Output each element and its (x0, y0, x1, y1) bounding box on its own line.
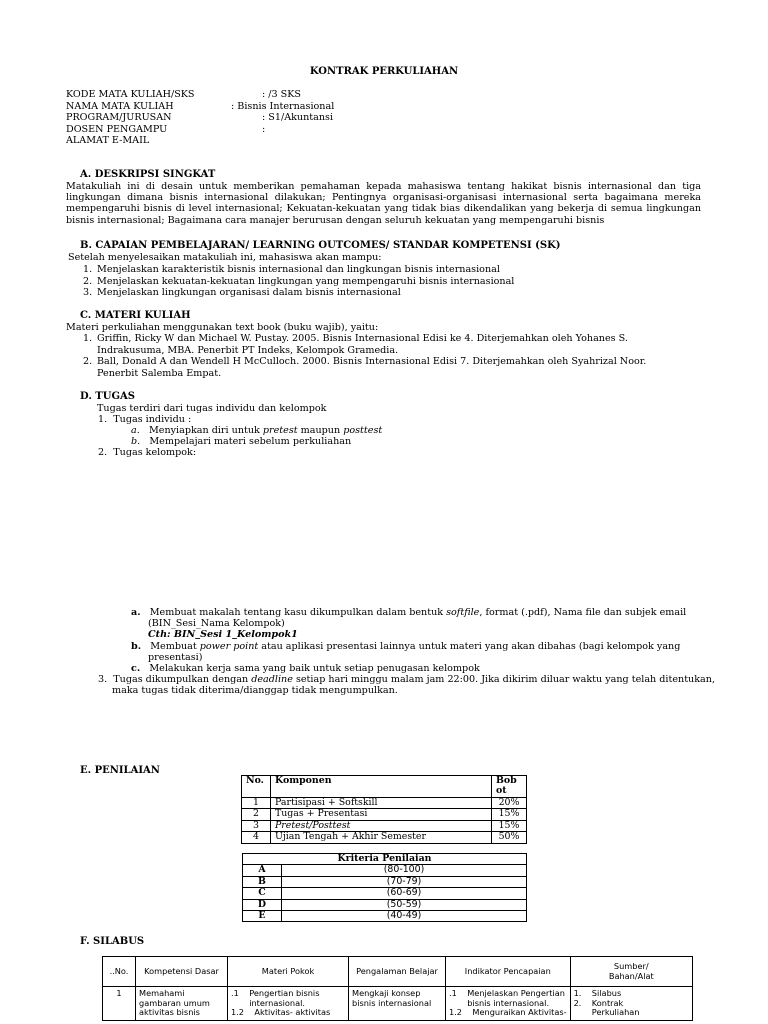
section-b-list (83, 264, 515, 299)
section-c-list (83, 333, 647, 379)
list-item: 2. Ball, Donald A dan Wendell H McCulloch. 2000. Bisnis Internasional Edisi 7. Diterjemahkan oleh Syahrizal Noor. Penerbit Salemba Empat. (83, 356, 647, 379)
section-f-heading: F. SILABUS (80, 936, 145, 947)
info-value-kode: : /3 SKS (262, 89, 301, 100)
table-header: Kompetensi Dasar (136, 957, 228, 987)
tugas-kelompok-b-line2: presentasi) (148, 652, 203, 663)
table-row: 1 Memahami gambaran umum aktivitas bisnis .1 Pengertian bisnis internasional. 1.2 Aktivitas- aktivitas Mengkaji konsep bisnis internasional .1 Menjelaskan Pengertian bisnis internasional. 1.2 Menguraikan Aktivitas- 1. Silabus 2. Kontrak Perkuliahan (103, 987, 693, 1021)
list-item: 3. Menjelaskan lingkungan organisasi dalam bisnis internasional (83, 287, 401, 298)
table-row: B (70-79) (243, 876, 527, 887)
table-row: E (40-49) (243, 911, 527, 922)
table-header: No. (242, 776, 271, 798)
table-header: Bobot (492, 776, 527, 798)
penilaian-table (241, 775, 527, 844)
list-item: 2. Menjelaskan kekuatan-kekuatan lingkungan yang mempengaruhi bisnis internasional (83, 275, 515, 287)
tugas-kelompok-a: a. Membuat makalah tentang kasu dikumpulkan dalam bentuk softfile, format (.pdf), Nama file dan subjek email (131, 607, 687, 618)
info-value-program: : S1/Akuntansi (262, 112, 334, 123)
info-label-email: ALAMAT E-MAIL (66, 135, 150, 146)
table-row: C (60-69) (243, 888, 527, 899)
section-d-heading: D. TUGAS (80, 391, 135, 402)
tugas-kelompok-c: c. Melakukan kerja sama yang baik untuk setiap penugasan kelompok (131, 663, 480, 674)
silabus-table (102, 956, 693, 1021)
tugas-kelompok: 2. Tugas kelompok: (98, 447, 197, 458)
tugas-individu-b: b. Mempelajari materi sebelum perkuliahan (131, 436, 352, 447)
section-c-intro: Materi perkuliahan menggunakan text book (buku wajib), yaitu: (66, 322, 379, 333)
section-c-heading: C. MATERI KULIAH (80, 310, 191, 321)
section-b-intro: Setelah menyelesaikan matakuliah ini, mahasiswa akan mampu: (68, 252, 382, 263)
tugas-deadline-line2: maka tugas tidak diterima/dianggap tidak mengumpulkan. (112, 685, 398, 696)
tugas-kelompok-a-line2: (BIN_Sesi_Nama Kelompok) (148, 618, 285, 629)
section-d-intro: Tugas terdiri dari tugas individu dan kelompok (97, 403, 327, 414)
table-header: Sumber/ Bahan/Alat (570, 957, 692, 987)
table-header: ..No. (103, 957, 136, 987)
section-e-heading: E. PENILAIAN (80, 765, 160, 776)
list-item: 1. Menjelaskan karakteristik bisnis internasional dan lingkungan bisnis internasional (83, 264, 500, 275)
tugas-individu: 1. Tugas individu : (98, 414, 192, 425)
table-row: 2 Tugas + Presentasi 15% (242, 809, 527, 820)
table-header: Pengalaman Belajar (349, 957, 446, 987)
section-b-heading: B. CAPAIAN PEMBELAJARAN/ LEARNING OUTCOMES/ STANDAR KOMPETENSI (SK) (80, 240, 561, 251)
page-title: KONTRAK PERKULIAHAN (309, 66, 459, 77)
list-item: 1. Griffin, Ricky W dan Michael W. Pustay. 2005. Bisnis Internasional Edisi ke 4. Diterjemahkan oleh Yohanes S. Indrakusuma, MBA. Penerbit PT Indeks, Kelompok Gramedia. (83, 333, 628, 356)
kriteria-table (242, 853, 527, 922)
table-header: Indikator Pencapaian (446, 957, 571, 987)
info-label-kode: KODE MATA KULIAH/SKS (66, 89, 195, 100)
table-row: 1 Partisipasi + Softskill 20% (242, 798, 527, 809)
info-value-dosen: : (262, 124, 266, 135)
kriteria-title: Kriteria Penilaian (243, 854, 527, 865)
info-value-nama: : Bisnis Internasional (231, 101, 335, 112)
info-label-nama: NAMA MATA KULIAH (66, 101, 174, 112)
table-header: Materi Pokok (228, 957, 349, 987)
table-header: Komponen (271, 776, 492, 798)
table-row: A (80-100) (243, 865, 527, 876)
info-label-program: PROGRAM/JURUSAN (66, 112, 172, 123)
tugas-individu-a: a. Menyiapkan diri untuk pretest maupun posttest (131, 425, 383, 436)
table-row: 3 Pretest/Posttest 15% (242, 820, 527, 831)
tugas-kelompok-b: b. Membuat power point atau aplikasi presentasi lainnya untuk materi yang akan dibahas (bagi kelompok yang (131, 641, 681, 652)
tugas-deadline: 3. Tugas dikumpulkan dengan deadline setiap hari minggu malam jam 22:00. Jika dikirim diluar waktu yang telah ditentukan, (98, 674, 715, 685)
section-a-body: Matakuliah ini di desain untuk memberikan pemahaman kepada mahasiswa tentang hakikat bisnis internasional dan tiga lingkungan dimana bisnis internasional dilakukan; Pentingnya organisasi-organisasi internasional serta bagaimana mereka mempengaruhi bisnis di level internasional; Kekuatan-kekuatan yang tidak bias dikendalikan yang bekerja di semua lingkungan bisnis internasional; Bagaimana cara manajer berurusan dengan seluruh kekuatan yang mempengaruhi bisnis (66, 181, 701, 226)
table-row: 4 Ujian Tengah + Akhir Semester 50% (242, 832, 527, 843)
info-label-dosen: DOSEN PENGAMPU (66, 124, 168, 135)
tugas-kelompok-a-example: Cth: BIN_Sesi 1_Kelompok1 (148, 629, 298, 640)
table-row: D (50-59) (243, 899, 527, 910)
section-a-heading: A. DESKRIPSI SINGKAT (80, 169, 216, 180)
